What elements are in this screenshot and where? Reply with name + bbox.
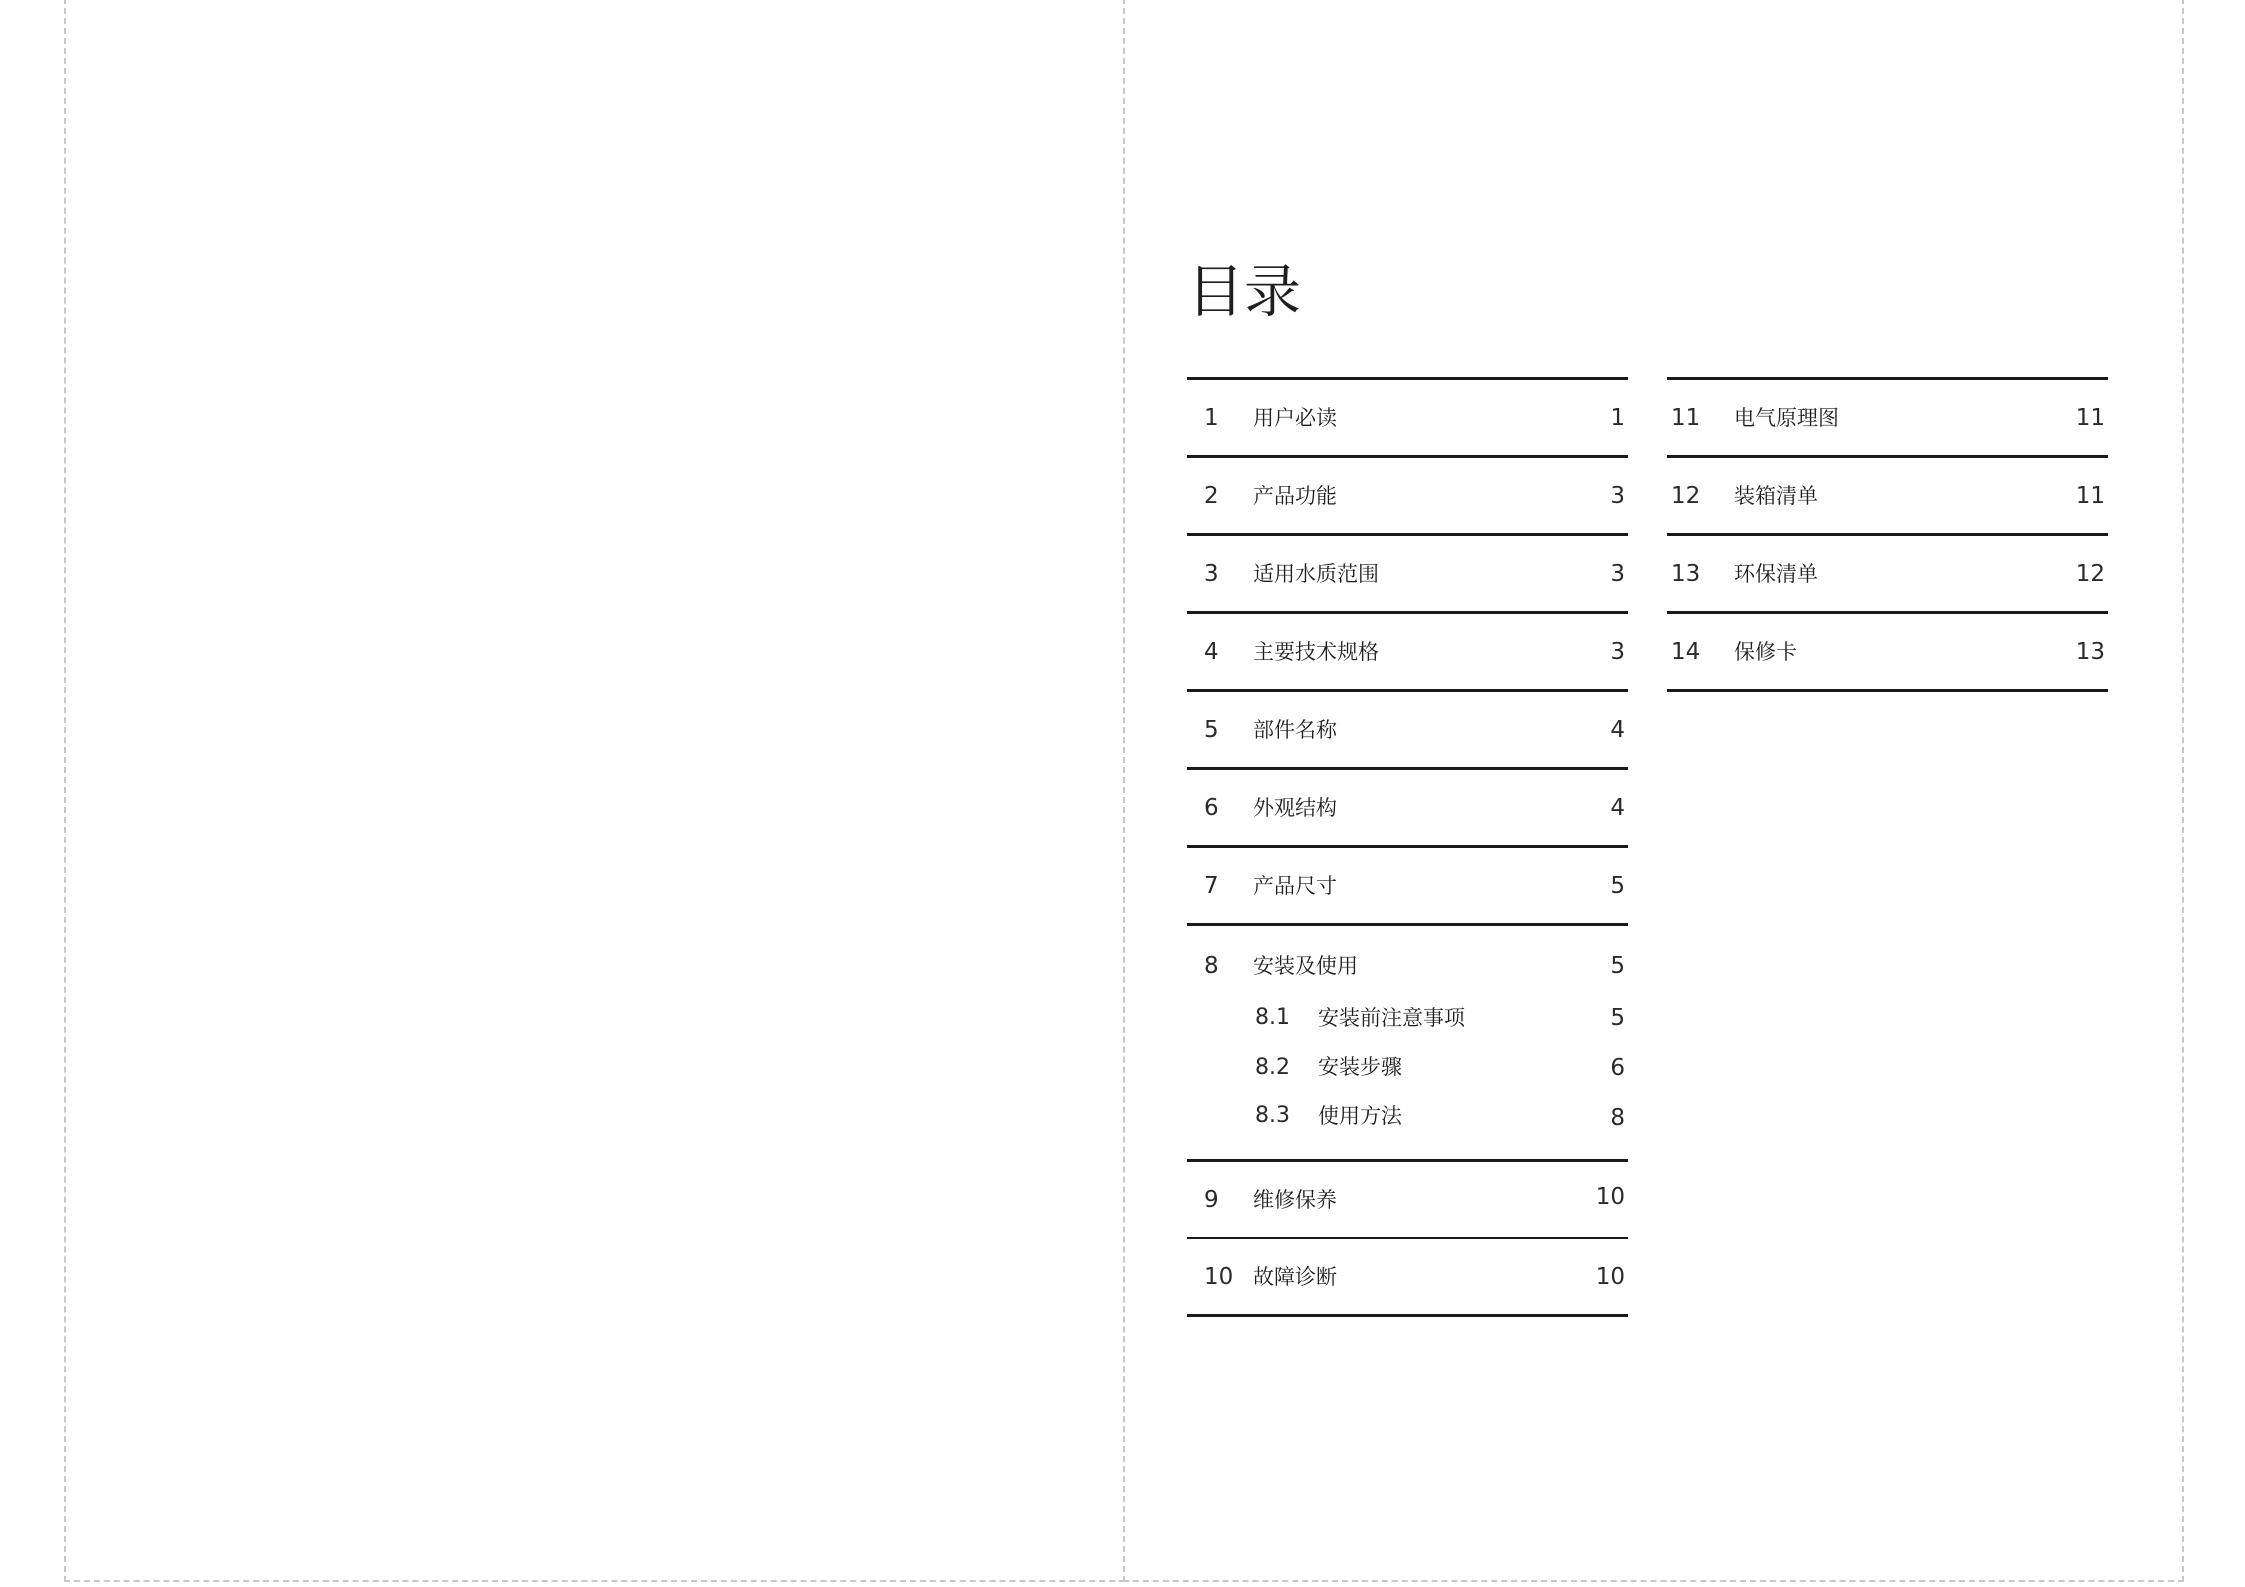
toc-entry-14[interactable]	[1667, 614, 2108, 692]
toc-entry-label: 保修卡	[1734, 640, 1797, 664]
toc-entry-label: 外观结构	[1253, 796, 1337, 820]
toc-entry-label: 故障诊断	[1253, 1265, 1337, 1289]
toc-entry-page: 3	[1610, 639, 1625, 665]
toc-entry-label: 环保清单	[1734, 562, 1818, 586]
toc-entry-7[interactable]	[1187, 848, 1628, 926]
toc-title: 目录	[1187, 259, 1301, 325]
toc-entry-11[interactable]	[1667, 380, 2108, 458]
toc-subentry-label[interactable]: 使用方法	[1318, 1104, 1402, 1128]
toc-subentry-number: 8.1	[1255, 1005, 1290, 1030]
toc-entry-number: 1	[1204, 405, 1219, 431]
toc-entry-number: 12	[1671, 483, 1701, 509]
toc-entry-number: 10	[1204, 1264, 1234, 1290]
toc-entry-label: 产品功能	[1253, 484, 1337, 508]
toc-entry-number: 2	[1204, 483, 1219, 509]
toc-entry-1[interactable]	[1187, 380, 1628, 458]
left-page	[64, 0, 1125, 1582]
toc-entry-page: 3	[1610, 483, 1625, 509]
toc-entry-page: 12	[2075, 561, 2105, 587]
toc-subentry-page: 6	[1610, 1055, 1625, 1081]
toc-entry-8[interactable]	[1187, 926, 1628, 1162]
toc-entry-page: 3	[1610, 561, 1625, 587]
toc-entry-2[interactable]	[1187, 458, 1628, 536]
toc-entry-number: 5	[1204, 717, 1219, 743]
toc-entry-number: 8	[1204, 953, 1219, 979]
toc-entry-number: 6	[1204, 795, 1219, 821]
toc-subentry-page: 8	[1610, 1105, 1625, 1131]
toc-entry-label: 产品尺寸	[1253, 874, 1337, 898]
toc-entry-label: 安装及使用	[1253, 954, 1358, 978]
toc-entry-page: 10	[1595, 1264, 1625, 1290]
toc-entry-label: 维修保养	[1253, 1188, 1337, 1212]
toc-entry-number: 13	[1671, 561, 1701, 587]
toc-entry-6[interactable]	[1187, 770, 1628, 848]
toc-left-column	[1187, 377, 1628, 1317]
toc-entry-5[interactable]	[1187, 692, 1628, 770]
toc-entry-label: 用户必读	[1253, 406, 1337, 430]
toc-entry-3[interactable]	[1187, 536, 1628, 614]
toc-entry-number: 9	[1204, 1187, 1219, 1213]
toc-entry-number: 7	[1204, 873, 1219, 899]
toc-entry-page: 5	[1610, 953, 1625, 979]
toc-entry-label: 主要技术规格	[1253, 640, 1379, 664]
toc-subentry-label[interactable]: 安装前注意事项	[1318, 1006, 1465, 1030]
toc-subentry-number: 8.3	[1255, 1103, 1290, 1128]
toc-entry-page: 5	[1610, 873, 1625, 899]
toc-subentry-number: 8.2	[1255, 1055, 1290, 1080]
toc-entry-label: 电气原理图	[1734, 406, 1839, 430]
toc-entry-page: 11	[2075, 483, 2105, 509]
toc-right-column	[1667, 377, 2108, 692]
toc-entry-13[interactable]	[1667, 536, 2108, 614]
toc-entry-4[interactable]	[1187, 614, 1628, 692]
toc-entry-page: 4	[1610, 795, 1625, 821]
toc-entry-label: 部件名称	[1253, 718, 1337, 742]
toc-entry-number: 14	[1671, 639, 1701, 665]
toc-entry-number: 11	[1671, 405, 1701, 431]
toc-entry-label: 装箱清单	[1734, 484, 1818, 508]
toc-subentry-page: 5	[1610, 1005, 1625, 1031]
toc-entry-page: 1	[1610, 405, 1625, 431]
toc-entry-12[interactable]	[1667, 458, 2108, 536]
toc-entry-10[interactable]	[1187, 1239, 1628, 1317]
toc-entry-page: 4	[1610, 717, 1625, 743]
toc-entry-number: 3	[1204, 561, 1219, 587]
toc-entry-page: 11	[2075, 405, 2105, 431]
toc-entry-9[interactable]	[1187, 1162, 1628, 1239]
toc-subentry-label[interactable]: 安装步骤	[1318, 1055, 1402, 1079]
toc-entry-label: 适用水质范围	[1253, 562, 1379, 586]
toc-entry-page: 13	[2075, 639, 2105, 665]
toc-entry-page: 10	[1595, 1184, 1625, 1210]
toc-entry-number: 4	[1204, 639, 1219, 665]
